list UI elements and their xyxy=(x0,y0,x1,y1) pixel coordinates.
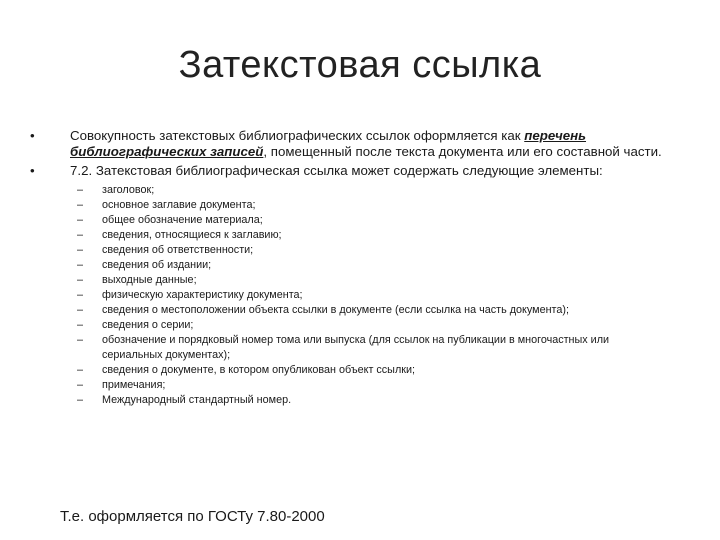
dash-marker: – xyxy=(77,378,84,391)
element-list-item-text: сведения о местоположении объекта ссылки в документе (если ссылка на часть документа); xyxy=(102,303,569,316)
element-list-item-text: выходные данные; xyxy=(102,273,197,286)
element-list-item-text: обозначение и порядковый номер тома или выпуска (для ссылок на публикации в многочастных или сериальных документах); xyxy=(102,333,610,361)
bullet-list xyxy=(30,128,670,412)
element-list-item-text: заголовок; xyxy=(102,183,155,196)
element-list-item-text: сведения об ответственности; xyxy=(102,243,254,256)
element-list xyxy=(70,183,670,408)
element-list-item-text: сведения об издании; xyxy=(102,258,212,271)
element-list-item-text: примечания; xyxy=(102,378,166,391)
element-list-item xyxy=(70,288,670,303)
element-list-item xyxy=(70,318,670,333)
dash-marker: – xyxy=(77,318,84,331)
bullet-1-text-after: , помещенный после текста документа или его составной части. xyxy=(263,143,662,159)
dash-marker: – xyxy=(77,393,84,406)
element-list-item-text: основное заглавие документа; xyxy=(102,198,256,211)
element-list-item xyxy=(70,243,670,258)
element-list-item xyxy=(70,258,670,273)
element-list-item xyxy=(70,363,670,378)
bullet-2-text: 7.2. Затекстовая библиографическая ссылка может содержать следующие элементы: xyxy=(70,163,603,178)
slide-title: Затекстовая ссылка xyxy=(178,44,542,86)
element-list-item xyxy=(70,183,670,198)
dash-marker: – xyxy=(77,288,84,301)
bullet-1-emphasis: перечень библиографических записей xyxy=(70,128,587,159)
dash-marker: – xyxy=(77,228,84,241)
bullet-marker: • xyxy=(30,163,35,178)
element-list-item-text: физическую характеристику документа; xyxy=(102,288,303,301)
element-list-item xyxy=(70,198,670,213)
dash-marker: – xyxy=(77,273,84,286)
element-list-item-text: общее обозначение материала; xyxy=(102,213,263,226)
element-list-item xyxy=(70,228,670,243)
dash-marker: – xyxy=(77,213,84,226)
element-list-item xyxy=(70,393,670,408)
dash-marker: – xyxy=(77,363,84,376)
bullet-item-2 xyxy=(30,163,670,408)
bullet-marker: • xyxy=(30,128,35,143)
footer-note: Т.е. оформляется по ГОСТу 7.80-2000 xyxy=(60,508,325,525)
element-list-item xyxy=(70,378,670,393)
element-list-item-text: Международный стандартный номер. xyxy=(102,393,292,406)
dash-marker: – xyxy=(77,333,84,346)
element-list-item-text: сведения о серии; xyxy=(102,318,194,331)
element-list-item xyxy=(70,273,670,288)
element-list-item xyxy=(70,303,670,318)
element-list-item-text: сведения, относящиеся к заглавию; xyxy=(102,228,282,241)
dash-marker: – xyxy=(77,183,84,196)
element-list-item-text: сведения о документе, в котором опубликован объект ссылки; xyxy=(102,363,415,376)
element-list-item xyxy=(70,213,670,228)
dash-marker: – xyxy=(77,258,84,271)
dash-marker: – xyxy=(77,243,84,256)
element-list-item xyxy=(70,333,670,363)
dash-marker: – xyxy=(77,303,84,316)
dash-marker: – xyxy=(77,198,84,211)
bullet-1-text-before: Совокупность затекстовых библиографических ссылок оформляется как xyxy=(70,128,525,143)
bullet-item-1 xyxy=(30,128,670,159)
